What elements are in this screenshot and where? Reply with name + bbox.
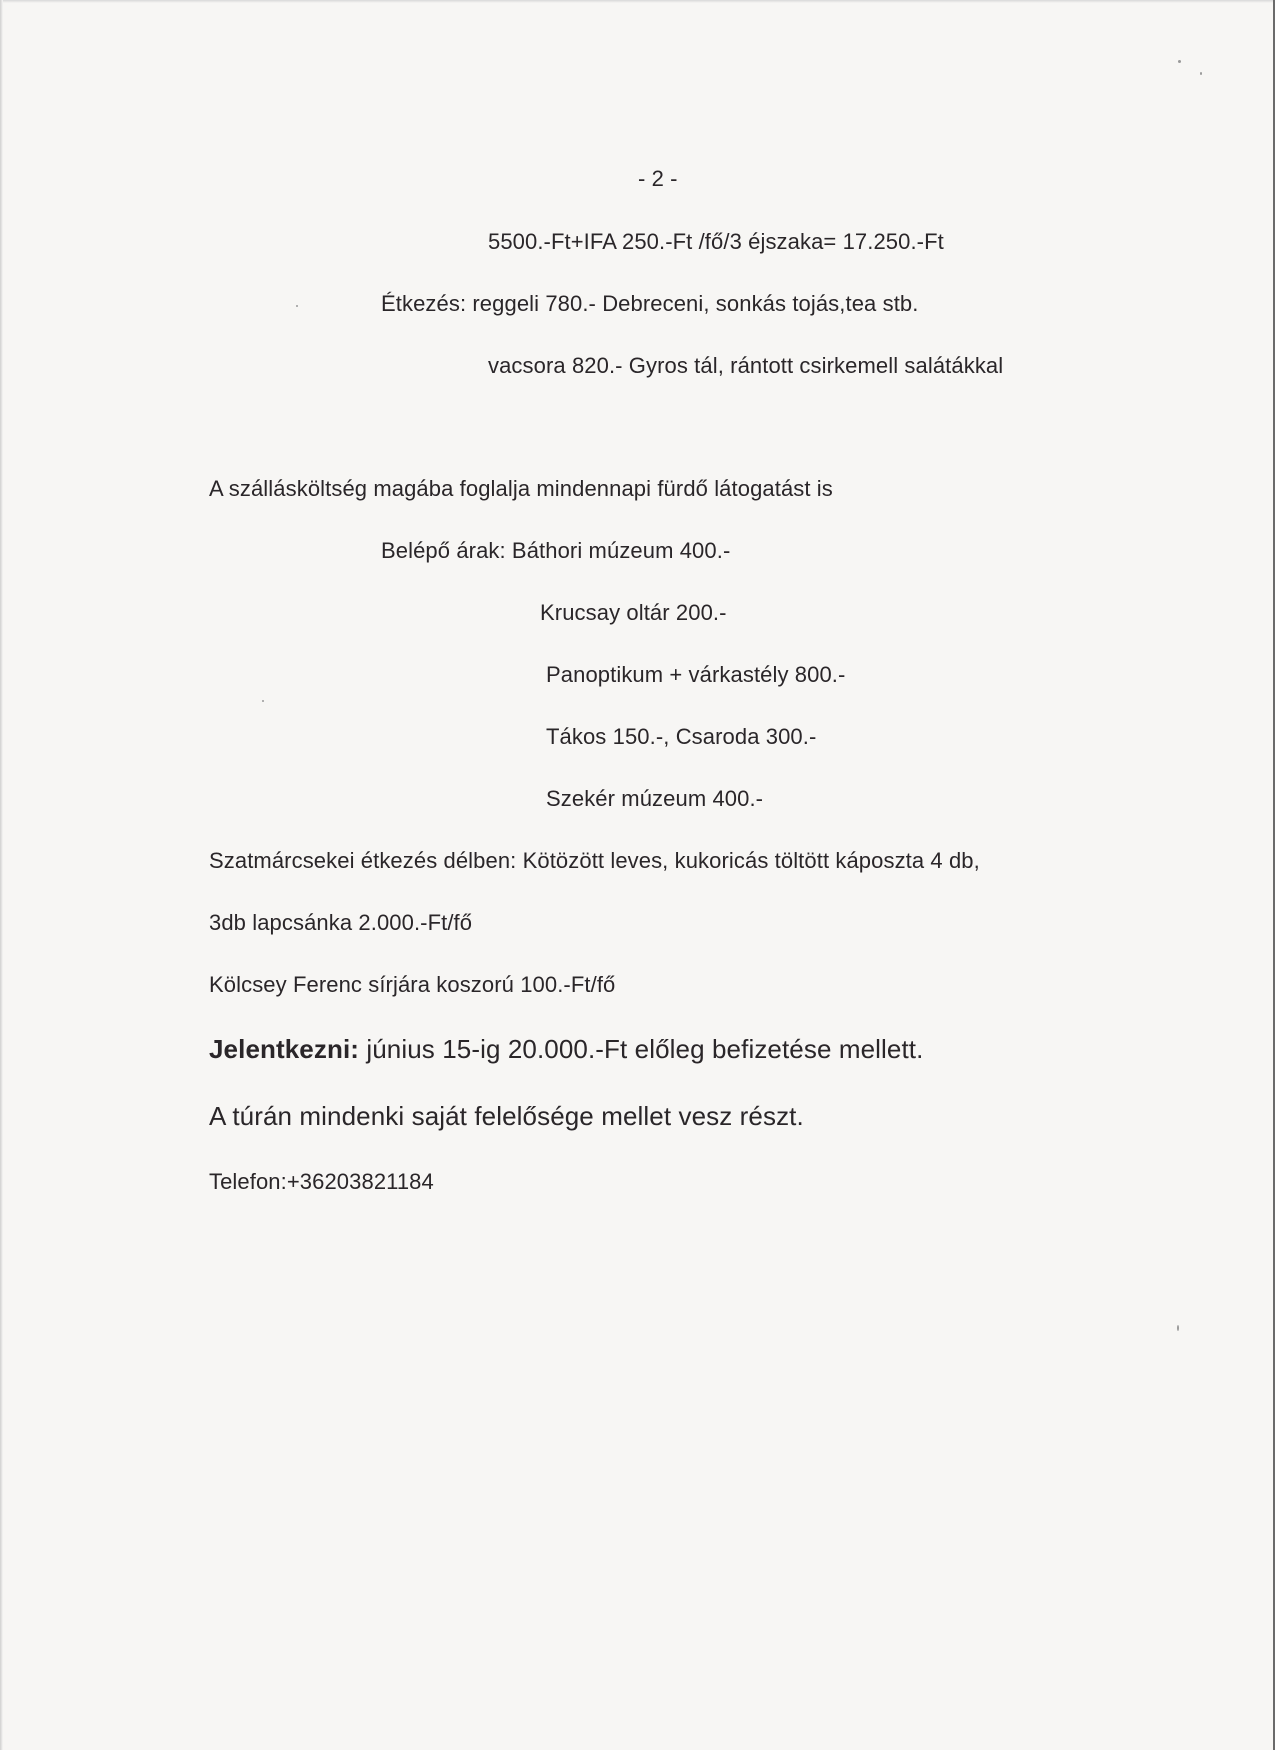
scan-speck — [1200, 72, 1202, 75]
entry-panoptikum-line: Panoptikum + várkastély 800.- — [546, 662, 846, 687]
lunch-lapcsanka-line: 3db lapcsánka 2.000.-Ft/fő — [209, 910, 473, 935]
entry-takos-line: Tákos 150.-, Csaroda 300.- — [546, 724, 817, 749]
registration-label: Jelentkezni: — [209, 1034, 360, 1064]
scan-speck — [262, 700, 264, 702]
bath-included-line: A szállásköltség magába foglalja mindennapi fürdő látogatást is — [209, 476, 833, 501]
scan-speck — [1178, 60, 1181, 63]
scan-edge-left — [0, 0, 3, 1750]
responsibility-line: A túrán mindenki saját felelősége mellet vesz részt. — [209, 1101, 804, 1131]
scan-edge-top — [0, 0, 1275, 3]
registration-text: június 15-ig 20.000.-Ft előleg befizetése mellett. — [359, 1034, 924, 1064]
lunch-szatmarcseke-line: Szatmárcsekei étkezés délben: Kötözött leves, kukoricás töltött káposzta 4 db, — [209, 848, 980, 873]
entry-krucsay-line: Krucsay oltár 200.- — [540, 600, 727, 625]
entry-szeker-line: Szekér múzeum 400.- — [546, 786, 764, 811]
phone-line: Telefon:+36203821184 — [209, 1169, 434, 1194]
page-number: - 2 - — [638, 166, 678, 191]
scan-speck — [296, 305, 298, 307]
accommodation-price-line: 5500.-Ft+IFA 250.-Ft /fő/3 éjszaka= 17.250.-Ft — [488, 229, 944, 254]
scan-speck — [1177, 1325, 1179, 1331]
wreath-line: Kölcsey Ferenc sírjára koszorú 100.-Ft/fő — [209, 972, 616, 997]
registration-line — [209, 1033, 923, 1065]
meals-breakfast-line: Étkezés: reggeli 780.- Debreceni, sonkás tojás,tea stb. — [381, 291, 919, 316]
entry-bathori-line: Belépő árak: Báthori múzeum 400.- — [381, 538, 731, 563]
meals-dinner-line: vacsora 820.- Gyros tál, rántott csirkemell salátákkal — [488, 353, 1004, 378]
